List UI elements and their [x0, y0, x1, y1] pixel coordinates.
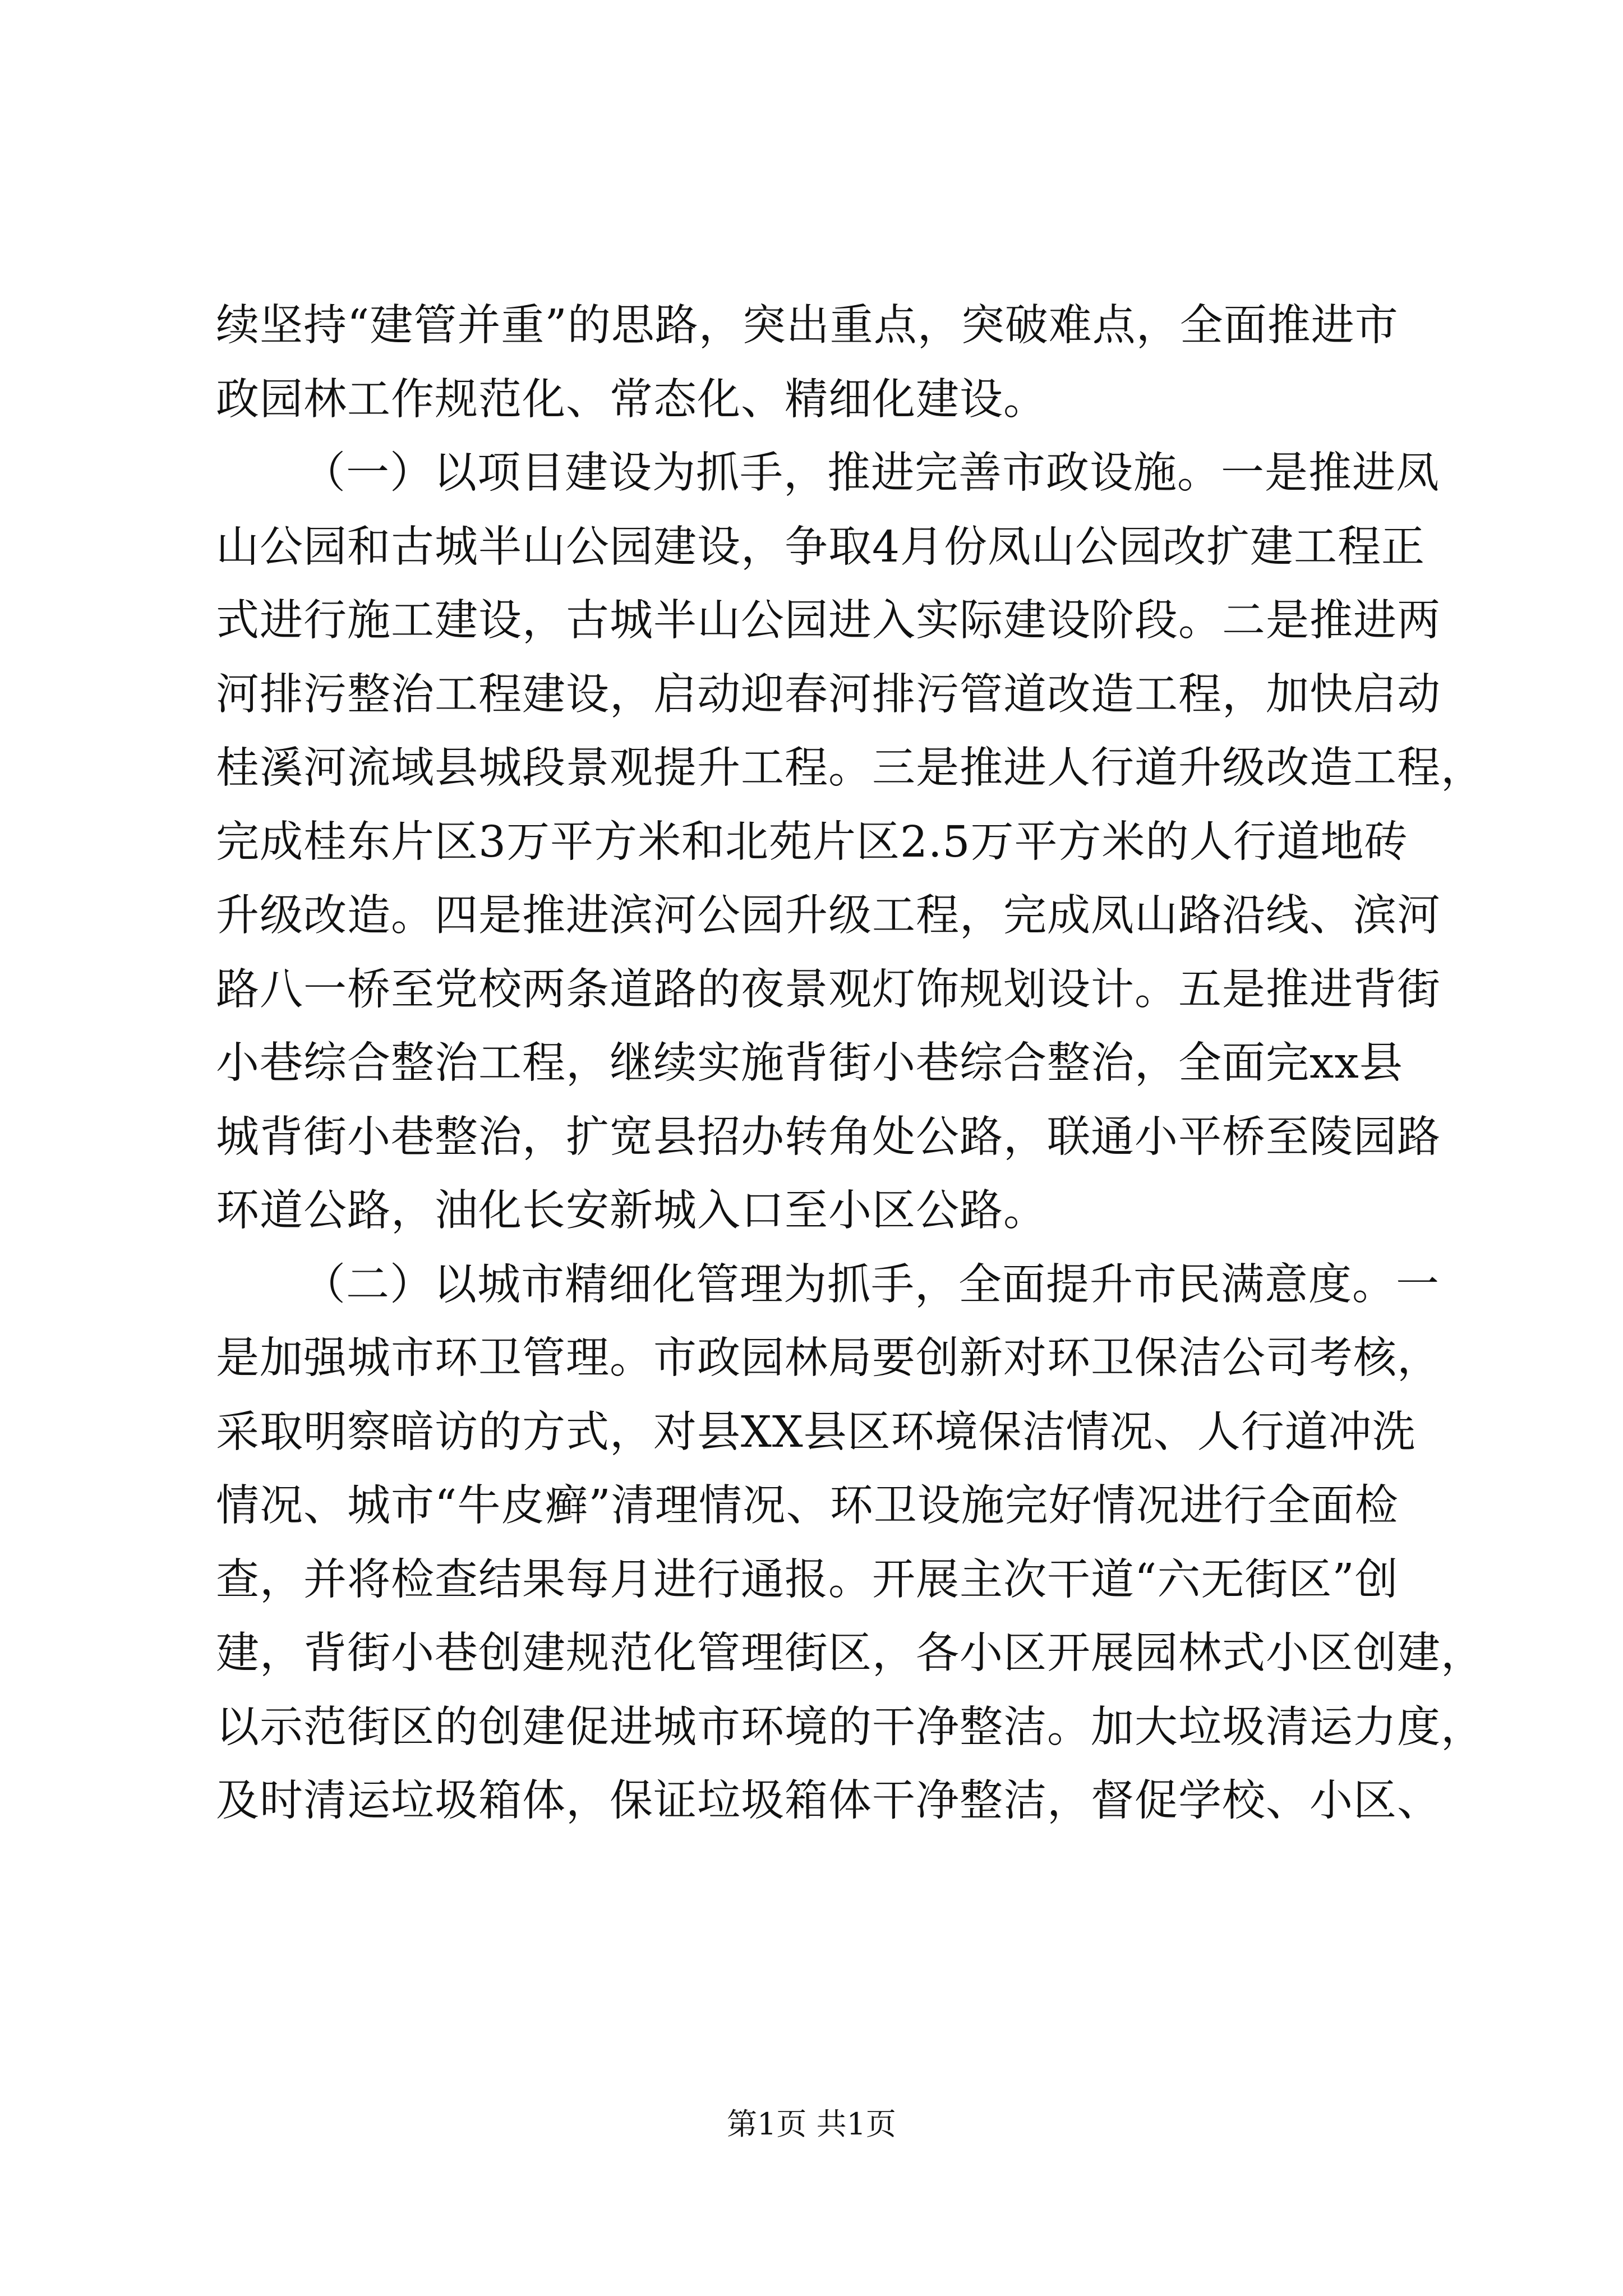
text-line: 以示范街区的创建促进城市环境的干净整洁。加大垃圾清运力度，	[216, 1702, 1484, 1752]
text-line: 政园林工作规范化、常态化、精细化建设。	[216, 374, 1047, 425]
text-line: 完成桂东片区3万平方米和北苑片区2.5万平方米的人行道地砖	[216, 817, 1408, 867]
text-line: 城背街小巷整治，扩宽县招办转角处公路，联通小平桥至陵园路	[216, 1112, 1441, 1162]
page-footer: 第1页 共1页	[727, 2106, 896, 2142]
text-line: 式进行施工建设，古城半山公园进入实际建设阶段。二是推进两	[216, 596, 1441, 646]
text-line: 建，背街小巷创建规范化管理街区，各小区开展园林式小区创建，	[216, 1628, 1484, 1678]
paragraph-1	[216, 289, 1416, 436]
text-line: 采取明察暗访的方式，对县XX县区环境保洁情况、人行道冲洗	[216, 1407, 1416, 1457]
text-line: 查，并将检查结果每月进行通报。开展主次干道“六无街区”创	[216, 1554, 1399, 1605]
text-line: 河排污整治工程建设，启动迎春河排污管道改造工程，加快启动	[216, 669, 1441, 720]
text-line: 小巷综合整治工程，继续实施背街小巷综合整治，全面完xx县	[216, 1038, 1403, 1088]
text-line: 桂溪河流域县城段景观提升工程。三是推进人行道升级改造工程，	[216, 743, 1484, 793]
text-line: 情况、城市“牛皮癣”清理情况、环卫设施完好情况进行全面检	[216, 1481, 1399, 1531]
text-line: 路八一桥至党校两条道路的夜景观灯饰规划设计。五是推进背街	[216, 964, 1441, 1015]
text-line: 及时清运垃圾箱体，保证垃圾箱体干净整洁，督促学校、小区、	[216, 1776, 1441, 1826]
text-line: （二）以城市精细化管理为抓手，全面提升市民满意度。一	[302, 1259, 1440, 1310]
paragraph-3	[216, 1248, 1484, 1838]
text-line: 升级改造。四是推进滨河公园升级工程，完成凤山路沿线、滨河	[216, 891, 1441, 941]
text-line: 是加强城市环卫管理。市政园林局要创新对环卫保洁公司考核，	[216, 1333, 1441, 1383]
text-line: 续坚持“建管并重”的思路，突出重点，突破难点，全面推进市	[216, 301, 1399, 351]
text-line: （一）以项目建设为抓手，推进完善市政设施。一是推进凤	[302, 448, 1440, 498]
text-line: 山公园和古城半山公园建设，争取4月份凤山公园改扩建工程正	[216, 522, 1425, 572]
document-body	[216, 289, 1484, 1838]
paragraph-2	[216, 436, 1484, 1248]
text-line: 环道公路，油化长安新城入口至小区公路。	[216, 1186, 1047, 1236]
